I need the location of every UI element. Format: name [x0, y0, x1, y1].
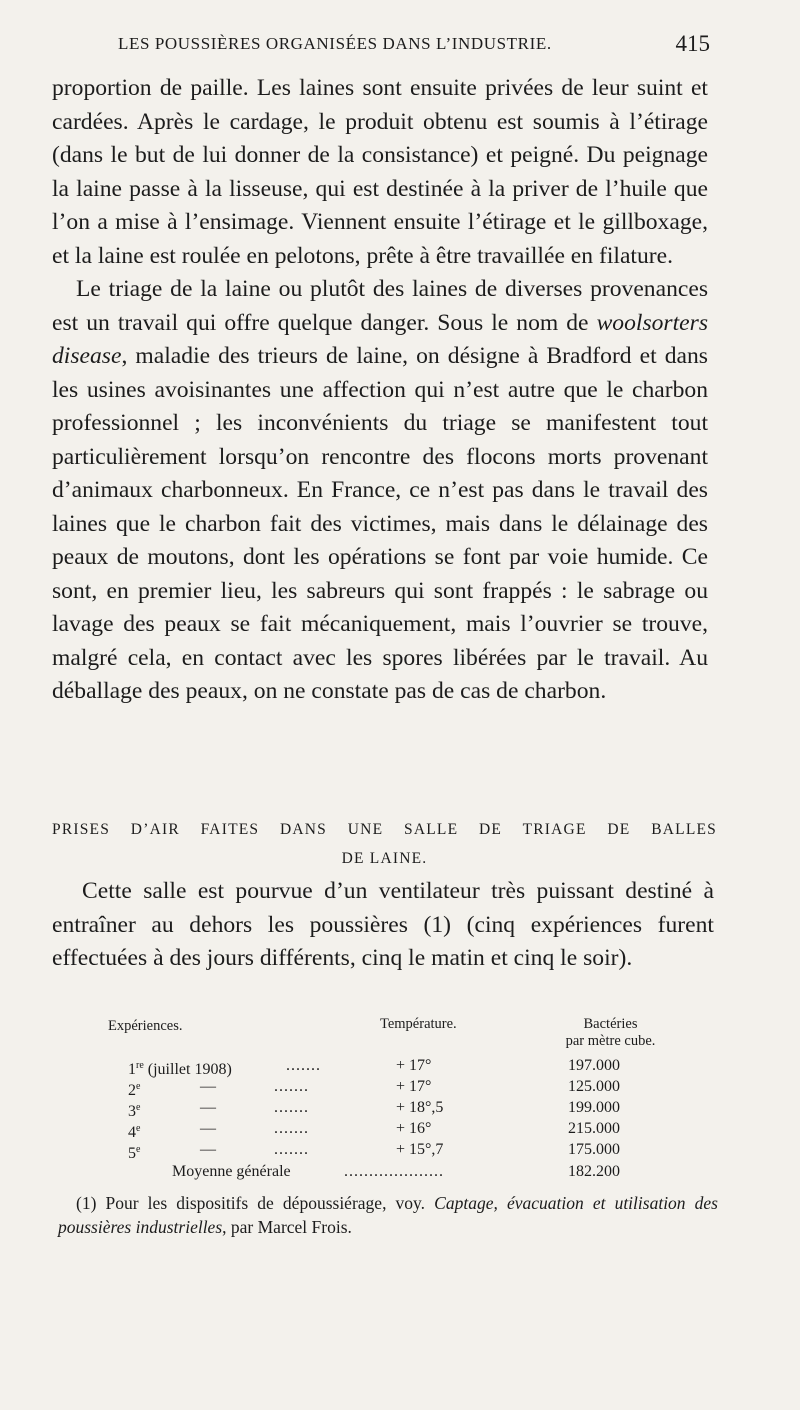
footnote [58, 1191, 718, 1239]
paragraph-2-start: Le triage de la laine ou plutôt des laines de diverses provenances est un travail qui offre quelque danger. Sous le nom de [52, 276, 708, 336]
footnote-suffix: , par Marcel Frois. [222, 1217, 352, 1237]
row-bacteria: 215.000 [568, 1120, 620, 1137]
section-heading-line-2: DE LAINE. [341, 850, 428, 867]
row-number: 3 [128, 1103, 136, 1120]
row-bacteria: 197.000 [568, 1057, 620, 1074]
row-ordinal: re [136, 1060, 144, 1071]
row-ordinal: e [136, 1102, 141, 1113]
row-temperature: + 15°,7 [396, 1141, 444, 1158]
ditto-dash: — [200, 1078, 216, 1095]
woolsorters-term: woolsorters disease [52, 309, 708, 369]
average-value: 182.200 [568, 1163, 620, 1180]
row-label [128, 1056, 232, 1079]
row-label [128, 1077, 140, 1100]
row-temperature: + 17° [396, 1078, 432, 1095]
col-header-experiences: Expériences. [108, 1018, 183, 1034]
table-row [0, 1119, 800, 1141]
row-ordinal: e [136, 1081, 141, 1092]
paragraph-2-end: , maladie des trieurs de laine, on désigne à Bradford et dans les usines avoisinantes une affection qui n’est autre que le charbon professionnel ; les inconvénients du triage se manifestent tout particulièrement lorsqu’on rencontre des flocons morts provenant d’animaux charbonneux. En France, ce n’est pas dans le travail des laines que le charbon fait des victimes, mais dans le délainage des peaux de moutons, dont les opérations se font par voie humide. Ce sont, en premier lieu, les sabreurs qui sont frappés : le sabrage ou lavage des peaux se fait mécaniquement, mais l’ouvrier se trouve, malgré cela, en contact avec les spores libérées par le travail. Au déballage des peaux, on ne constate pas de cas de charbon. [52, 343, 708, 704]
ditto-dash: — [200, 1099, 216, 1116]
paragraph-2 [52, 273, 708, 709]
row-temperature: + 18°,5 [396, 1099, 444, 1116]
row-label [128, 1140, 140, 1163]
leader-dots: ....... [286, 1057, 321, 1074]
ditto-dash: — [200, 1141, 216, 1158]
row-ordinal: e [136, 1144, 141, 1155]
average-label: Moyenne générale [172, 1163, 291, 1180]
table-row [0, 1098, 800, 1120]
row-bacteria: 125.000 [568, 1078, 620, 1095]
main-text [52, 72, 708, 709]
row-bacteria: 199.000 [568, 1099, 620, 1116]
row-number: 1 [128, 1061, 136, 1078]
table-row [0, 1056, 800, 1078]
ditto-dash: — [200, 1120, 216, 1137]
section-heading-line-1: PRISES D’AIR FAITES DANS UNE SALLE DE TRIAGE DE BALLES [52, 821, 717, 838]
row-date: (juillet 1908) [147, 1061, 232, 1078]
section-heading [52, 815, 717, 873]
row-label [128, 1119, 140, 1142]
running-title: LES POUSSIÈRES ORGANISÉES DANS L’INDUSTRIE. [118, 34, 552, 53]
row-temperature: + 17° [396, 1057, 432, 1074]
col-header-bacteries-line-2: par mètre cube. [565, 1033, 656, 1049]
row-number: 2 [128, 1082, 136, 1099]
leader-dots: ....... [274, 1099, 309, 1116]
col-header-bacteries-line-1: Bactéries [583, 1016, 638, 1032]
paragraph-1: proportion de paille. Les laines sont ensuite privées de leur suint et cardées. Après le cardage, le produit obtenu est soumis à l’étirage (dans le but de lui donner de la consistance) et peigné. Du peignage la laine passe à la lisseuse, qui est destinée à la priver de l’huile que l’on a mise à l’ensimage. Viennent ensuite l’étirage et le gillboxage, et la laine est roulée en pelotons, prête à être travaillée en filature. [52, 75, 708, 269]
table-row [0, 1077, 800, 1099]
col-header-temperature: Température. [380, 1016, 457, 1032]
leader-dots: .................... [344, 1163, 444, 1180]
row-label [128, 1098, 140, 1121]
section-text [52, 875, 714, 976]
leader-dots: ....... [274, 1078, 309, 1095]
row-ordinal: e [136, 1123, 141, 1134]
section-paragraph: Cette salle est pourvue d’un ventilateur très puissant destiné à entraîner au dehors les poussières (1) (cinq expériences furent effectuées à des jours différents, cinq le matin et cinq le soir). [52, 878, 714, 971]
row-bacteria: 175.000 [568, 1141, 620, 1158]
page-number: 415 [675, 31, 710, 56]
footnote-title: Captage, évacuation et utilisation des poussières industrielles [58, 1193, 718, 1237]
leader-dots: ....... [274, 1120, 309, 1137]
table-row [0, 1140, 800, 1162]
leader-dots: ....... [274, 1141, 309, 1158]
row-number: 4 [128, 1124, 136, 1141]
footnote-prefix: (1) Pour les dispositifs de dépoussiérage, voy. [76, 1193, 435, 1213]
running-header [118, 31, 710, 56]
row-number: 5 [128, 1145, 136, 1162]
col-header-bacteries [548, 1016, 673, 1050]
row-temperature: + 16° [396, 1120, 432, 1137]
table-average-row [0, 1162, 800, 1181]
